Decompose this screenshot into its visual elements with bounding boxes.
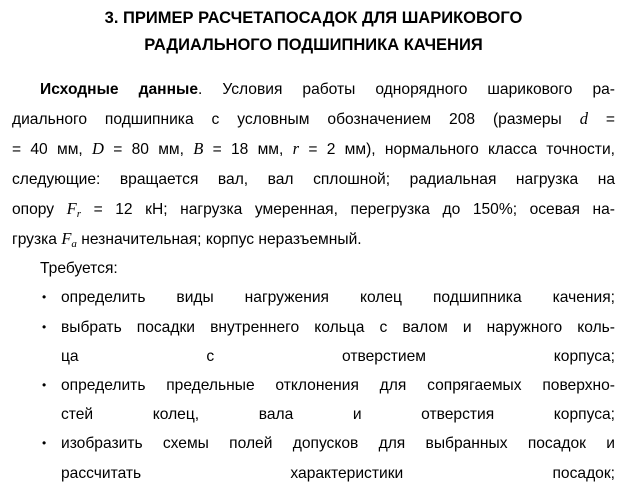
variable-Fa xyxy=(61,229,77,251)
variable-subscript-r: r xyxy=(76,207,82,220)
paragraph-text: = xyxy=(587,111,615,129)
list-item xyxy=(12,283,615,312)
required-label-text: Требуется: xyxy=(40,260,118,278)
bullet-icon: • xyxy=(42,319,47,334)
initial-data-paragraph xyxy=(12,75,615,254)
list-item xyxy=(12,313,615,371)
list-item-line-1: определить предельные отклонения для сопрягаемых поверхно- xyxy=(61,377,615,395)
variable-Fr xyxy=(67,199,81,218)
section-title xyxy=(12,5,615,59)
bullet-icon: • xyxy=(42,378,47,393)
variable-subscript-a: a xyxy=(71,238,77,251)
variable-r: r xyxy=(292,139,300,159)
list-item xyxy=(12,429,615,487)
required-label xyxy=(12,254,615,283)
paragraph-line-5 xyxy=(12,194,615,224)
section-title-line-1: 3. ПРИМЕР РАСЧЕТАПОСАДОК ДЛЯ ШАРИКОВОГО xyxy=(104,9,523,27)
variable-D: D xyxy=(92,139,104,159)
paragraph-line-2 xyxy=(12,104,615,134)
list-item-line-1: изобразить схемы полей допусков для выбранных посадок и xyxy=(61,435,615,453)
list-item-line-1: выбрать посадки внутреннего кольца с валом и наружного коль- xyxy=(61,318,615,336)
paragraph-line-3 xyxy=(12,134,615,164)
bullet-icon: • xyxy=(42,290,47,305)
paragraph-text: незначительная; корпус неразъемный. xyxy=(76,231,362,249)
paragraph-text: грузка xyxy=(12,231,62,249)
section-title-line-2: РАДИАЛЬНОГО ПОДШИПНИКА КАЧЕНИЯ xyxy=(144,36,483,54)
paragraph-text: диального подшипника с условным обозначением 208 (размеры xyxy=(12,111,580,129)
variable-F-letter: F xyxy=(61,229,72,249)
paragraph-text: = 40 мм, xyxy=(12,141,93,159)
list-item xyxy=(12,371,615,429)
list-item-line-1: определить виды нагружения колец подшипника качения; xyxy=(61,289,615,307)
variable-F-letter: F xyxy=(66,198,77,218)
paragraph-text: = 80 мм, xyxy=(103,141,194,159)
paragraph-text: . Условия работы однорядного шарикового ра- xyxy=(198,81,615,98)
list-item-line-2: рассчитать характеристики посадок; xyxy=(61,464,615,482)
paragraph-line-1 xyxy=(12,75,615,104)
paragraph-text: = 18 мм, xyxy=(203,141,293,159)
paragraph-line-4: следующие: вращается вал, вал сплошной; радиальная нагрузка на xyxy=(12,170,615,188)
requirements-list xyxy=(12,283,615,487)
paragraph-text: = 2 мм), нормального класса точности, xyxy=(299,141,615,159)
variable-B: B xyxy=(193,139,204,159)
document-page xyxy=(12,5,615,488)
variable-d: d xyxy=(579,109,588,129)
list-item-line-2: стей колец, вала и отверстия корпуса; xyxy=(61,406,615,424)
paragraph-text: опору xyxy=(12,200,67,218)
paragraph-text: = 12 кН; нагрузка умеренная, перегрузка до 150%; осевая на- xyxy=(81,200,615,218)
bullet-icon: • xyxy=(42,436,47,451)
list-item-line-2: ца с отверстием корпуса; xyxy=(61,347,615,365)
initial-data-lead: Исходные данные xyxy=(40,81,198,98)
paragraph-line-6 xyxy=(12,224,615,254)
